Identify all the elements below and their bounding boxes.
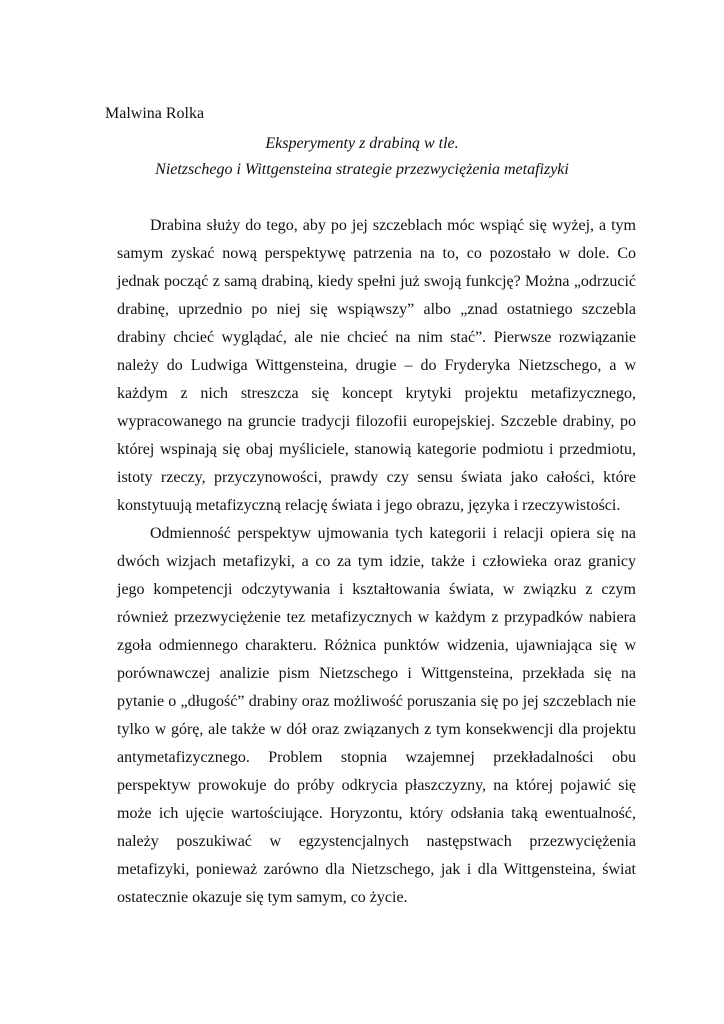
title-line-2: Nietzschego i Wittgensteina strategie przezwyciężenia metafizyki: [155, 161, 569, 178]
body-text: [117, 212, 636, 912]
paragraph-1: Drabina służy do tego, aby po jej szczeblach móc wspiąć się wyżej, a tym samym zyskać nową perspektywę patrzenia na to, co pozostało w dole. Co jednak począć z samą drabiną, kiedy spełni już swoją funkcję? Można „odrzucić drabinę, uprzednio po niej się wspiąwszy” albo „znad ostatniego szczebla drabiny chcieć wyglądać, ale nie chcieć na nim stać”. Pierwsze rozwiązanie należy do Ludwiga Wittgensteina, drugie – do Fryderyka Nietzschego, a w każdym z nich streszcza się koncept krytyki projektu metafizycznego, wypracowanego na gruncie tradycji filozofii europejskiej. Szczeble drabiny, po której wspinają się obaj myśliciele, stanowią kategorie podmiotu i przedmiotu, istoty rzeczy, przyczynowości, prawdy czy sensu świata jako całości, które konstytuują metafizyczną relację świata i jego obrazu, języka i rzeczywistości.: [117, 217, 636, 514]
author-name: Malwina Rolka: [105, 105, 205, 122]
title-line-1: Eksperymenty z drabiną w tle.: [265, 135, 459, 152]
paragraph-2: Odmienność perspektyw ujmowania tych kategorii i relacji opiera się na dwóch wizjach metafizyki, a co za tym idzie, także i człowieka oraz granicy jego kompetencji odczytywania i kształtowania świata, w związku z czym również przezwyciężenie tez metafizycznych w każdym z przypadków nabiera zgoła odmiennego charakteru. Różnica punktów widzenia, ujawniająca się w porównawczej analizie pism Nietzschego i Wittgensteina, przekłada się na pytanie o „długość” drabiny oraz możliwość poruszania się po jej szczeblach nie tylko w górę, ale także w dół oraz związanych z tym konsekwencji dla projektu antymetafizycznego. Problem stopnia wzajemnej przekładalności obu perspektyw prowokuje do próby odkrycia płaszczyzny, na której pojawić się może ich ujęcie wartościujące. Horyzontu, który odsłania taką ewentualność, należy poszukiwać w egzystencjalnych następstwach przezwyciężenia metafizyki, ponieważ zarówno dla Nietzschego, jak i dla Wittgensteina, świat ostatecznie okazuje się tym samym, co życie.: [117, 525, 636, 906]
